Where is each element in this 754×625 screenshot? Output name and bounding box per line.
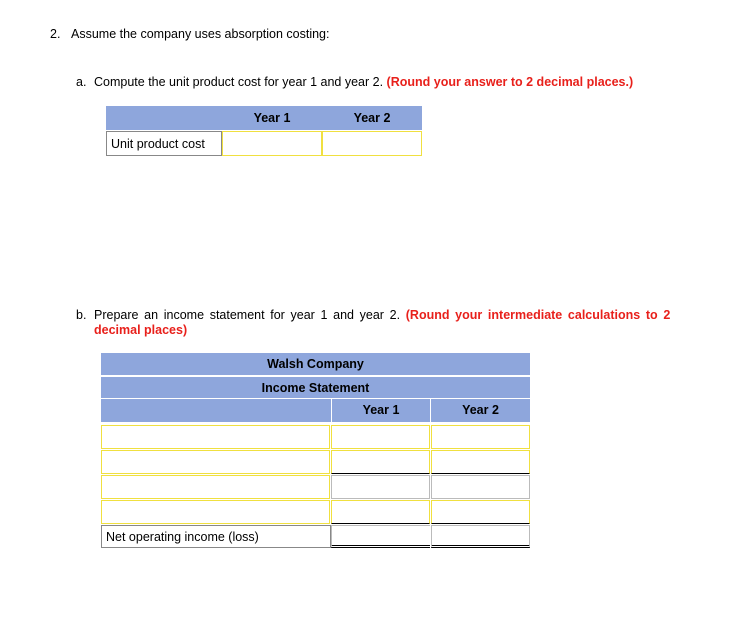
income-row-2-year2-input[interactable] <box>432 451 529 473</box>
part-b-text: Prepare an income statement for year 1 and year 2. <box>94 308 401 322</box>
part-b-prompt-line1 <box>94 308 694 322</box>
income-row-2-label-cell <box>101 450 330 474</box>
unit-cost-year1-cell <box>222 131 322 156</box>
part-a-text: Compute the unit product cost for year 1 and year 2. <box>94 75 384 89</box>
income-row-1-year2-cell <box>431 425 530 449</box>
net-operating-income-year2-input[interactable] <box>432 526 529 545</box>
question-number: 2. <box>50 27 61 41</box>
income-row-4-label-input[interactable] <box>102 501 329 523</box>
income-row-1-year2-input[interactable] <box>432 426 529 448</box>
company-name-header: Walsh Company <box>101 353 530 375</box>
income-row-3-year2-cell <box>431 475 530 499</box>
unit-cost-header-year1: Year 1 <box>222 106 322 130</box>
unit-cost-header-blank <box>106 106 222 130</box>
income-row-2-year1-input[interactable] <box>332 451 429 473</box>
unit-cost-year2-input[interactable] <box>323 132 421 155</box>
net-operating-income-year2-cell <box>431 525 530 548</box>
part-b-instruction-line1: (Round your intermediate calculations to 2 <box>405 308 671 322</box>
income-row-2-year2-cell <box>431 450 530 474</box>
income-row-1-label-cell <box>101 425 330 449</box>
income-row-3-year2-input[interactable] <box>432 476 529 498</box>
question-text: Assume the company uses absorption costing: <box>71 27 330 41</box>
income-header-year1: Year 1 <box>331 399 430 422</box>
income-row-3-year1-input[interactable] <box>332 476 429 498</box>
income-row-3-year1-cell <box>331 475 430 499</box>
income-row-4-year2-input[interactable] <box>432 501 529 523</box>
income-row-4-year2-cell <box>431 500 530 524</box>
income-row-2-year1-cell <box>331 450 430 474</box>
income-row-1-label-input[interactable] <box>102 426 329 448</box>
unit-product-cost-label: Unit product cost <box>106 131 222 156</box>
part-a-instruction: (Round your answer to 2 decimal places.) <box>386 75 634 89</box>
income-header-year2: Year 2 <box>430 399 530 422</box>
income-row-4-year1-input[interactable] <box>332 501 429 523</box>
unit-cost-header-year2: Year 2 <box>322 106 422 130</box>
net-operating-income-year1-input[interactable] <box>332 526 430 545</box>
unit-cost-year2-cell <box>322 131 422 156</box>
income-row-3-label-input[interactable] <box>102 476 329 498</box>
net-operating-income-year1-cell <box>331 525 430 548</box>
income-row-1-year1-input[interactable] <box>332 426 429 448</box>
unit-cost-year1-input[interactable] <box>223 132 321 155</box>
part-a-prompt <box>94 75 633 89</box>
statement-title-header: Income Statement <box>101 376 530 398</box>
income-row-4-label-cell <box>101 500 330 524</box>
income-row-3-label-cell <box>101 475 330 499</box>
income-row-1-year1-cell <box>331 425 430 449</box>
part-b-instruction-line2: decimal places) <box>94 323 188 337</box>
part-a-marker: a. <box>76 75 87 89</box>
income-row-4-year1-cell <box>331 500 430 524</box>
part-b-marker: b. <box>76 308 87 322</box>
net-operating-income-label: Net operating income (loss) <box>101 525 331 548</box>
income-header-blank <box>101 399 331 422</box>
income-row-2-label-input[interactable] <box>102 451 329 473</box>
